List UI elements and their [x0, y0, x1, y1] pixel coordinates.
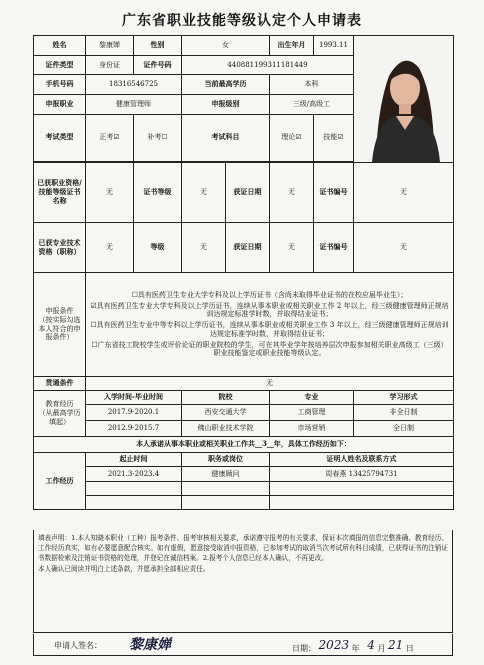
level-label: 申报级别	[182, 95, 270, 115]
education-level-value: 本科	[270, 75, 354, 95]
education-label: 教育经历	[45, 400, 74, 409]
education-level-label: 当前最高学历	[182, 75, 270, 95]
level-value: 三级/高级工	[270, 95, 354, 115]
photo-portrait	[354, 36, 454, 162]
applicant-signature: 黎康婵	[129, 637, 171, 653]
vocational-date-value: 无	[270, 163, 314, 223]
date-year-unit: 年	[351, 644, 360, 653]
signature-date	[292, 640, 414, 654]
date-day-unit: 日	[405, 644, 414, 653]
work-header-reference: 证明人姓名及联系方式	[270, 453, 454, 467]
declaration-confirm: 本人确认已阅读并明白上述条款，并愿承担全部相应责任。	[38, 564, 210, 573]
exam-subject-label: 考试科目	[182, 114, 270, 161]
exam-skill-checkbox[interactable]: 技能☑	[314, 114, 354, 161]
conditions-options	[86, 273, 454, 377]
work-reference: 周春燕 13425794731	[270, 467, 454, 482]
id-type-label: 证件类型	[34, 55, 86, 75]
work-header-position: 职务或岗位	[182, 453, 270, 467]
education-header-period: 入学时间-毕业时间	[86, 391, 182, 405]
work-label: 工作经历	[34, 453, 86, 510]
application-form-table	[33, 35, 454, 510]
conditions-sub-label: （按实际勾选本人符合的申报条件）	[38, 315, 81, 342]
exam-type-label: 考试类型	[34, 114, 86, 161]
professional-date-value: 无	[270, 223, 314, 273]
applicant-photo	[354, 36, 454, 163]
birth-value: 1993.11	[314, 36, 354, 56]
vocational-level-label: 证书等级	[134, 163, 182, 223]
professional-grade-label: 等级	[134, 223, 182, 273]
condition-option-4[interactable]: ☐广东省技工院校学生或评价论证的职业院校的学生，可在其毕业学年按培养层次申报参加相关职业高级工（三级）职业技能鉴定或职业技能等级认定。	[91, 340, 448, 358]
vocational-date-label: 获证日期	[226, 163, 270, 223]
work-row-empty	[34, 482, 454, 496]
education-major: 工商管理	[270, 405, 354, 421]
date-month-unit: 月	[377, 644, 386, 653]
work-row-empty	[34, 496, 454, 510]
professional-cert-label: 已获专业技术资格（职称）	[34, 223, 86, 273]
education-mode: 全日制	[354, 421, 454, 437]
education-header-school: 院校	[182, 391, 270, 405]
gender-label: 性别	[134, 36, 182, 56]
through-label: 贯通条件	[34, 377, 86, 391]
conditions-label-cell	[34, 273, 86, 377]
id-type-value: 身份证	[86, 55, 134, 75]
job-value: 健康管理师	[86, 95, 182, 115]
vocational-cert-label: 已获职业资格/技能等级证书名称	[34, 163, 86, 223]
work-row	[34, 467, 454, 482]
date-label: 日期：	[292, 644, 316, 653]
professional-grade-value: 无	[182, 223, 226, 273]
date-month: 4	[367, 638, 375, 652]
education-school: 佛山职业技术学院	[182, 421, 270, 437]
exam-makeup-checkbox[interactable]: 补考☐	[134, 114, 182, 161]
professional-date-label: 获证日期	[226, 223, 270, 273]
name-value: 黎康婵	[86, 36, 134, 56]
declaration-block	[33, 530, 453, 633]
vocational-no-label: 证书编号	[314, 163, 354, 223]
education-row	[34, 405, 454, 421]
condition-option-1[interactable]: ☐具有医药卫生专业大学专科及以上学历证书（含尚未取得毕业证书的在校应届毕业生）；	[131, 290, 408, 299]
date-year: 2023	[318, 638, 350, 652]
phone-value: 18316546725	[86, 75, 182, 95]
education-period: 2012.9-2015.7	[86, 421, 182, 437]
birth-label: 出生年月	[270, 36, 314, 56]
education-mode: 非全日制	[354, 405, 454, 421]
work-position: 健康顾问	[182, 467, 270, 482]
work-commitment: 本人承诺从事本职业或相关职业工作共__3__年，具体工作经历如下：	[34, 437, 454, 453]
signature-row	[33, 634, 453, 656]
education-school: 西安交通大学	[182, 405, 270, 421]
education-row	[34, 421, 454, 437]
condition-option-3[interactable]: ☐具有医药卫生专业中等专科以上学历证书，连续从事本职业或相关职业工作 3 年以上，经三级健康管理师正规培训达规定标准学时数，并取得结业证书；	[90, 321, 449, 338]
id-no-label: 证件号码	[134, 55, 182, 75]
job-label: 申报职业	[34, 95, 86, 115]
name-label: 姓名	[34, 36, 86, 56]
vocational-level-value: 无	[182, 163, 226, 223]
work-period: 2021.3-2023.4	[86, 467, 182, 482]
date-day: 21	[388, 638, 404, 652]
applicant-signature-label: 申请人签名：	[54, 641, 102, 650]
exam-theory-checkbox[interactable]: 理论☑	[270, 114, 314, 161]
education-sub-label: （从最高学历填起）	[38, 409, 81, 426]
condition-option-2[interactable]: ☑具有医药卫生专业大学专科及以上学历证书，连续从事本职业或相关职业工作 2 年以上，经三级健康管理师正规培训达规定标准学时数，并取得结业证书；	[90, 301, 449, 319]
education-header-mode: 学习形式	[354, 391, 454, 405]
declaration-text: 填表声明：1.本人知晓本职业（工种）报考条件、报考审核相关要求，承诺遵守报考的有关要求，保证本次填报的信息完整准确、教育经历、工作经历真实，如有必要愿意配合核实。如有虚假，愿意接受取消申报资格，已参加考试的取消当次考试所有科目成绩，已获得证书的注销证书数据检索及注销证书资格的处理，并登记在诚信档案。2.报考个人信息已经本人确认，不再更改。	[38, 534, 448, 563]
through-value: 无	[86, 377, 454, 391]
education-label-cell	[34, 391, 86, 437]
vocational-no-value: 无	[354, 163, 454, 223]
id-no-value: 440881199311181449	[182, 55, 354, 75]
professional-no-value: 无	[354, 223, 454, 273]
phone-label: 手机号码	[34, 75, 86, 95]
education-period: 2017.9-2020.1	[86, 405, 182, 421]
education-header-major: 专业	[270, 391, 354, 405]
education-major: 市场营销	[270, 421, 354, 437]
exam-normal-checkbox[interactable]: 正考☑	[86, 114, 134, 161]
professional-no-label: 证书编号	[314, 223, 354, 273]
gender-value: 女	[182, 36, 270, 56]
vocational-cert-value: 无	[86, 163, 134, 223]
work-header-period: 起止时间	[86, 453, 182, 467]
professional-cert-value: 无	[86, 223, 134, 273]
form-title: 广东省职业技能等级认定个人申请表	[122, 13, 362, 29]
conditions-label: 申报条件	[45, 307, 74, 315]
